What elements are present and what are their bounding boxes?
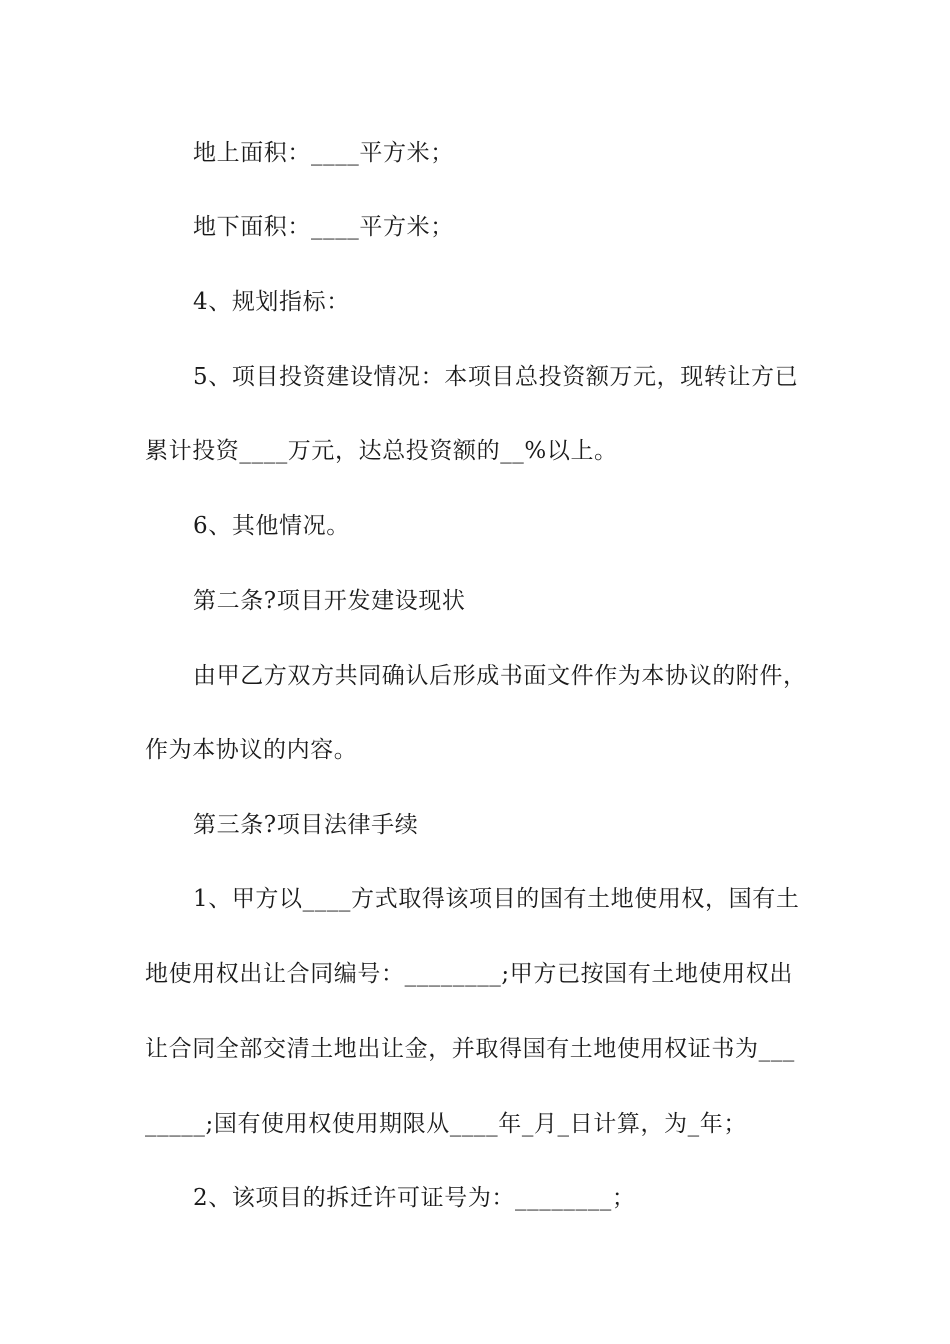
text-line-land-use-right: 1、甲方以____方式取得该项目的国有土地使用权，国有土 [193,886,800,912]
text-line-underground-area: 地下面积：____平方米； [193,214,454,240]
text-line-contract-number: 地使用权出让合同编号：________;甲方已按国有土地使用权出 [145,961,793,987]
text-line-demolition-permit: 2、该项目的拆迁许可证号为：________； [193,1185,636,1211]
text-line-land-transfer-fee: 让合同全部交清土地出让金，并取得国有土地使用权证书为___ [145,1036,795,1062]
text-line-agreement-content: 作为本协议的内容。 [145,737,358,763]
text-line-accumulated-investment: 累计投资____万元，达总投资额的__%以上。 [145,438,618,464]
text-line-planning-index: 4、规划指标： [193,289,350,315]
text-line-investment-status: 5、项目投资建设情况：本项目总投资额万元，现转让方已 [193,364,799,390]
article-two-heading: 第二条?项目开发建设现状 [193,588,466,614]
text-line-use-period: _____;国有使用权使用期限从____年_月_日计算，为_年； [145,1111,747,1137]
text-line-joint-confirmation: 由甲乙方双方共同确认后形成书面文件作为本协议的附件， [193,663,807,689]
text-line-other-conditions: 6、其他情况。 [193,513,350,539]
article-three-heading: 第三条?项目法律手续 [193,812,419,838]
text-line-above-ground-area: 地上面积：____平方米； [193,140,454,166]
